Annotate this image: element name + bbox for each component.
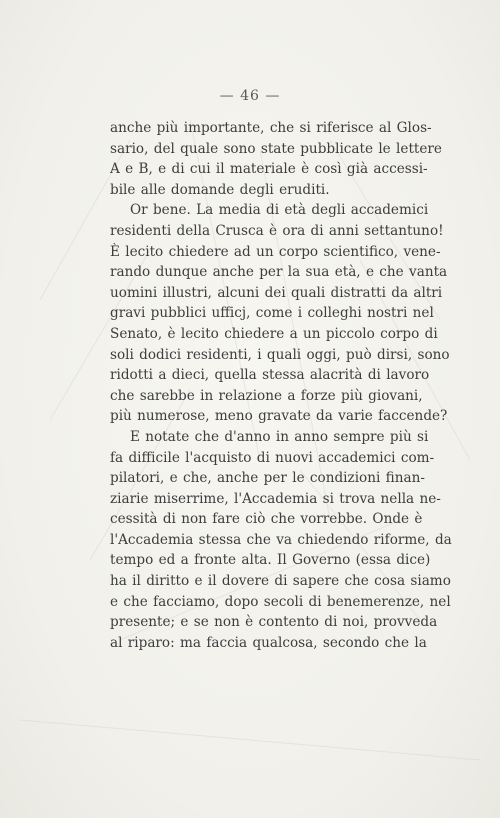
text-line: gravi pubblici ufficj, come i colleghi nostri nel [110,305,434,322]
paragraph-3 [110,427,452,654]
paragraph-2 [110,200,450,427]
text-line: È lecito chiedere ad un corpo scientifico, vene- [110,243,441,260]
body-text [110,118,452,653]
text-line: cessità di non fare ciò che vorrebbe. Onde è [110,511,423,528]
text-line: uomini illustri, alcuni dei quali distratti da altri [110,284,443,301]
text-line: anche più importante, che si riferisce al Glos- [110,120,432,136]
text-line: rando dunque anche per la sua età, e che vanta [110,264,448,281]
text-line: pilatori, e che, anche per le condizioni finan- [110,470,425,487]
text-line: A e B, e di cui il materiale è così già accessi- [110,161,428,178]
text-line: fa difficile l'acquisto di nuovi accademici com- [110,449,435,466]
text-line: e che facciamo, dopo secoli di benemerenze, nel [110,593,451,610]
text-line: tempo ed a fronte alta. Il Governo (essa dice) [110,552,431,569]
text-line: presente; e se non è contento di noi, provveda [110,614,438,631]
text-line: E notate che d'anno in anno sempre più si [130,428,429,445]
text-line: più numerose, meno gravate da varie faccende? [110,408,448,425]
text-line: che sarebbe in relazione a forze più giovani, [110,387,423,404]
text-line: Or bene. La media di età degli accademici [130,202,429,219]
text-line: soli dodici residenti, i quali oggi, può dirsi, sono [110,346,450,363]
text-line: sario, del quale sono state pubblicate le lettere [110,140,442,157]
text-line: ha il diritto e il dovere di sapere che cosa siamo [110,573,451,590]
text-line: l'Accademia stessa che va chiedendo riforme, da [110,531,452,548]
text-line: ziarie miserrime, l'Accademia si trova nella ne- [110,490,441,507]
text-line: al riparo: ma faccia qualcosa, secondo che la [110,634,427,651]
text-line: ridotti a dieci, quella stessa alacrità di lavoro [110,367,430,384]
text-line: Senato, è lecito chiedere a un piccolo corpo di [110,325,438,342]
page-number: — 46 — [219,88,281,104]
text-line: bile alle domande degli eruditi. [110,181,330,198]
paragraph-1 [110,118,442,200]
text-line: residenti della Crusca è ora di anni settantuno! [110,222,444,239]
